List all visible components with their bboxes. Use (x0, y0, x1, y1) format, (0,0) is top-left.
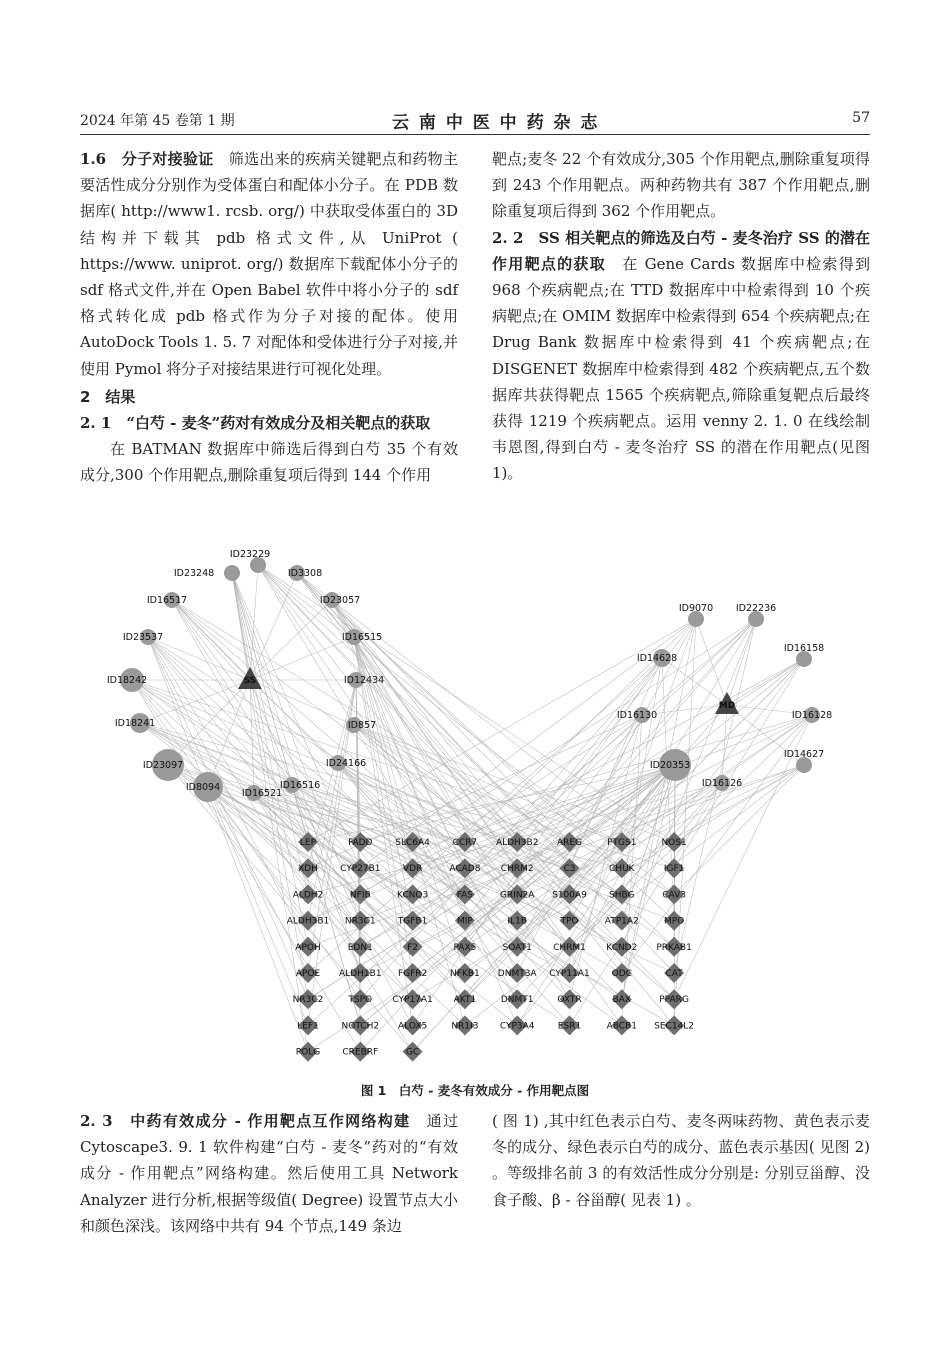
network-graph (106, 549, 840, 1075)
gene-label: CAV3 (662, 890, 686, 901)
page-header (80, 108, 870, 135)
gene-label: CCR7 (452, 838, 478, 848)
gene-label: GC (405, 1047, 420, 1058)
network-figure (106, 549, 840, 1075)
gene-label: NOTCH2 (341, 1021, 380, 1032)
md-compound-label: ID16158 (783, 643, 825, 654)
left-column-top (80, 146, 458, 489)
ss-compound-label: ID23229 (229, 549, 271, 560)
ss-compound-label: ID16515 (341, 632, 383, 643)
gene-label: POLG (295, 1047, 321, 1058)
section-2-2-heading: 2. 2 SS 相关靶点的筛选及白芍 - 麦冬治疗 SS 的潜在作用靶点的获取 (492, 228, 870, 273)
gene-label: CYP17A1 (392, 995, 433, 1006)
gene-label: PTGS1 (607, 838, 637, 848)
gene-label: ALDH2 (292, 890, 324, 901)
gene-label: IL1B (507, 916, 527, 927)
gene-label: APOE (295, 969, 321, 979)
gene-label: LEF1 (297, 1021, 319, 1032)
gene-label: BAX (612, 995, 632, 1006)
gene-label: CYP3A4 (499, 1021, 535, 1032)
network-edge (517, 765, 675, 947)
section-2-1-body: 在 BATMAN 数据库中筛选后得到白芍 35 个有效成分,300 个作用靶点,删除重复项后得到 144 个作用 (80, 440, 458, 485)
gene-label: EDN1 (347, 942, 373, 953)
figure-caption: 图 1 白芍 - 麦冬有效成分 - 作用靶点图 (360, 1083, 590, 1098)
gene-label: AREG (556, 838, 583, 848)
gene-label: DNMT1 (500, 995, 534, 1006)
network-edge (172, 600, 413, 1025)
ss-compound-label: ID18241 (114, 718, 156, 729)
md-compound-label: ID14628 (636, 653, 678, 664)
network-edge (258, 565, 674, 842)
ss-compound-node (224, 565, 240, 581)
network-edge (338, 763, 517, 894)
network-edge (622, 765, 675, 999)
gene-label: FADD (348, 838, 373, 848)
gene-label: PAX5 (453, 942, 477, 953)
ss-compound-label: ID18242 (106, 675, 148, 686)
gene-label: NR1I3 (451, 1021, 479, 1032)
ss-compound-label: ID23537 (122, 632, 164, 643)
section-2-3-continued: ( 图 1) ,其中红色表示白芍、麦冬两味药物、黄色表示麦冬的成分、绿色表示白芍的成分、蓝色表示基因( 见图 2) 。等级排名前 3 的有效活性成分分别是: 分别豆甾醇、没食子酸、β - 谷甾醇( 见表 1) 。 (492, 1112, 870, 1209)
gene-label: SOAT1 (502, 942, 532, 953)
section-2-3-heading: 2. 3 中药有效成分 - 作用靶点互作网络构建 (80, 1112, 411, 1130)
gene-label: TGFB1 (397, 916, 428, 927)
gene-label: PPARG (659, 995, 689, 1006)
md-compound-label: ID22236 (735, 603, 777, 614)
gene-label: CHRM2 (500, 864, 534, 875)
gene-label: MIP (456, 916, 473, 927)
network-edge (148, 637, 465, 894)
ss-compound-label: ID23057 (319, 595, 361, 606)
gene-label: PRKAB1 (656, 942, 692, 953)
section-2-3 (80, 1108, 458, 1239)
network-edge (208, 787, 308, 973)
gene-label: KCND2 (606, 942, 638, 953)
section-1-6 (80, 146, 458, 382)
ss-compound-label: ID16521 (241, 788, 283, 799)
gene-label: SLC6A4 (395, 838, 430, 848)
network-edge (292, 785, 622, 1025)
gene-label: CREBRF (342, 1047, 379, 1058)
ss-compound-label: ID23248 (173, 568, 215, 579)
right-column-top (492, 146, 870, 487)
gene-label: GRIN2A (499, 890, 535, 901)
md-compound-label: ID16130 (616, 710, 658, 721)
gene-label: NR3C2 (292, 995, 324, 1006)
network-edge (332, 600, 570, 999)
network-edge (696, 619, 727, 705)
journal-issue: 2024 年第 45 卷第 1 期 (80, 113, 235, 129)
page-number: 57 (852, 110, 870, 126)
gene-label: SEC14L2 (654, 1021, 695, 1032)
gene-label: ALOX5 (397, 1021, 428, 1032)
gene-label: CAT (665, 969, 683, 979)
gene-label: SHBG (609, 890, 635, 901)
section-2-1-heading: 2. 1 “白芍 - 麦冬”药对有效成分及相关靶点的获取 (80, 414, 431, 433)
hub-label: SS (243, 676, 257, 686)
gene-label: MPO (663, 916, 685, 927)
hub-label: MD (718, 701, 736, 711)
network-edge (722, 705, 727, 783)
section-1-6-body: 筛选出来的疾病关键靶点和药物主要活性成分分别作为受体蛋白和配体小分子。在 PDB 数据库( http://www1. rcsb. org/) 中获取受体蛋白的 3D 结构并下载其 pdb 格式文件,从 UniProt ( https://www. uniprot. org/) 数据库下载配体小分子的 sdf 格式文件,并在 Open Babel 软件中将小分子的 sdf 格式转化成 pdb 格式作为分子对接的配体。使用 AutoDock Tools 1. 5. 7 对配体和受体进行分子对接,并使用 Pymol 将分子对接结果进行可视化处理。 (80, 150, 458, 378)
network-edge (258, 565, 517, 894)
network-edge (148, 637, 250, 680)
ss-compound-label: ID23097 (142, 760, 184, 771)
md-compound-label: ID20353 (649, 760, 691, 771)
gene-label: IGF1 (663, 864, 685, 875)
gene-label: F2 (407, 942, 419, 953)
gene-label: NFIB (349, 890, 371, 901)
md-compound-label: ID16126 (701, 778, 743, 789)
gene-label: ACAD8 (449, 864, 481, 875)
left-column-bottom (80, 1108, 458, 1239)
md-compound-label: ID9070 (678, 603, 714, 614)
network-edge (232, 573, 308, 894)
gene-label: ALDH3B1 (286, 916, 330, 927)
gene-label: ESR1 (557, 1021, 582, 1032)
section-1-6-heading: 1.6 分子对接验证 (80, 150, 214, 168)
gene-label: TSPO (348, 995, 373, 1006)
gene-label: TPO (560, 916, 579, 927)
gene-label: CHRM1 (553, 942, 586, 953)
ss-compound-label: ID24166 (325, 758, 367, 769)
section-2-2 (492, 225, 870, 487)
section-2-3-body: 通过 Cytoscape3. 9. 1 软件构建“白芍 - 麦冬”药对的“有效成分 - 作用靶点”网络构建。然后使用工具 Network Analyzer 进行分析,根据等级值( Degree) 设置节点大小和颜色深浅。该网络中共有 94 个节点,149 条边 (80, 1112, 458, 1235)
journal-title: 云 南 中 医 中 药 杂 志 (392, 113, 600, 133)
network-edge (132, 680, 622, 842)
network-edge (140, 680, 250, 723)
ss-compound-label: ID857 (347, 720, 377, 731)
gene-label: ODC (611, 969, 632, 979)
gene-label: C3 (563, 864, 576, 875)
gene-label: S100A9 (552, 890, 587, 901)
network-edge (250, 637, 354, 680)
network-edge (308, 765, 675, 999)
gene-label: ATP1A2 (604, 916, 639, 927)
network-edge (132, 680, 622, 947)
ss-compound-label: ID3308 (287, 568, 323, 579)
right-column-bottom (492, 1108, 870, 1213)
gene-label: NR3C1 (344, 916, 376, 927)
gene-label: XDH (298, 864, 318, 875)
ss-compound-label: ID16517 (146, 595, 188, 606)
gene-label: NOS1 (661, 838, 687, 848)
gene-label: ABCB1 (606, 1021, 637, 1032)
gene-label: FAS (456, 890, 474, 901)
gene-label: NFKB1 (450, 969, 480, 979)
gene-label: CYP11A1 (549, 969, 590, 979)
gene-label: CHUK (609, 864, 635, 875)
gene-label: DNMT3A (497, 969, 537, 979)
section-2-2-body: 在 Gene Cards 数据库中检索得到 968 个疾病靶点;在 TTD 数据库中中检索得到 10 个疾病靶点;在 OMIM 数据库中检索得到 654 个疾病靶点;在 Drug Bank 数据库中检索得到 41 个疾病靶点;在 DISGENET 数据库中检索得到 482 个疾病靶点,五个数据库共获得靶点 1565 个疾病靶点,筛除重复靶点后最终获得 1219 个疾病靶点。运用 venny 2. 1. 0 在线绘制韦恩图,得到白芍 - 麦冬治疗 SS 的潜在作用靶点(见图 1)。 (492, 254, 870, 483)
gene-label: CYP27B1 (340, 864, 381, 875)
section-2-heading: 2 结果 (80, 387, 136, 406)
gene-label: ALDH1B1 (339, 969, 382, 979)
section-2-1-continued: 靶点;麦冬 22 个有效成分,305 个作用靶点,删除重复项得到 243 个作用靶点。两种药物共有 387 个作用靶点,删除重复项后得到 362 个作用靶点。 (492, 150, 870, 221)
md-compound-label: ID14627 (783, 749, 825, 760)
gene-label: OXTR (557, 995, 582, 1006)
network-edge (727, 659, 804, 705)
gene-label: LEP (299, 838, 317, 848)
gene-label: APOH (295, 942, 321, 953)
gene-label: KCNQ3 (396, 890, 429, 901)
network-edge (132, 680, 360, 947)
md-compound-label: ID16128 (791, 710, 833, 721)
ss-compound-label: ID16516 (279, 780, 321, 791)
ss-compound-label: ID12434 (343, 675, 385, 686)
network-edge (413, 619, 756, 842)
gene-label: FGFR2 (397, 969, 428, 979)
ss-compound-label: ID8094 (185, 782, 221, 793)
network-edge (250, 573, 297, 680)
gene-label: ALDH3B2 (495, 838, 539, 848)
gene-label: VDR (402, 864, 423, 875)
gene-label: AKT1 (453, 995, 477, 1006)
